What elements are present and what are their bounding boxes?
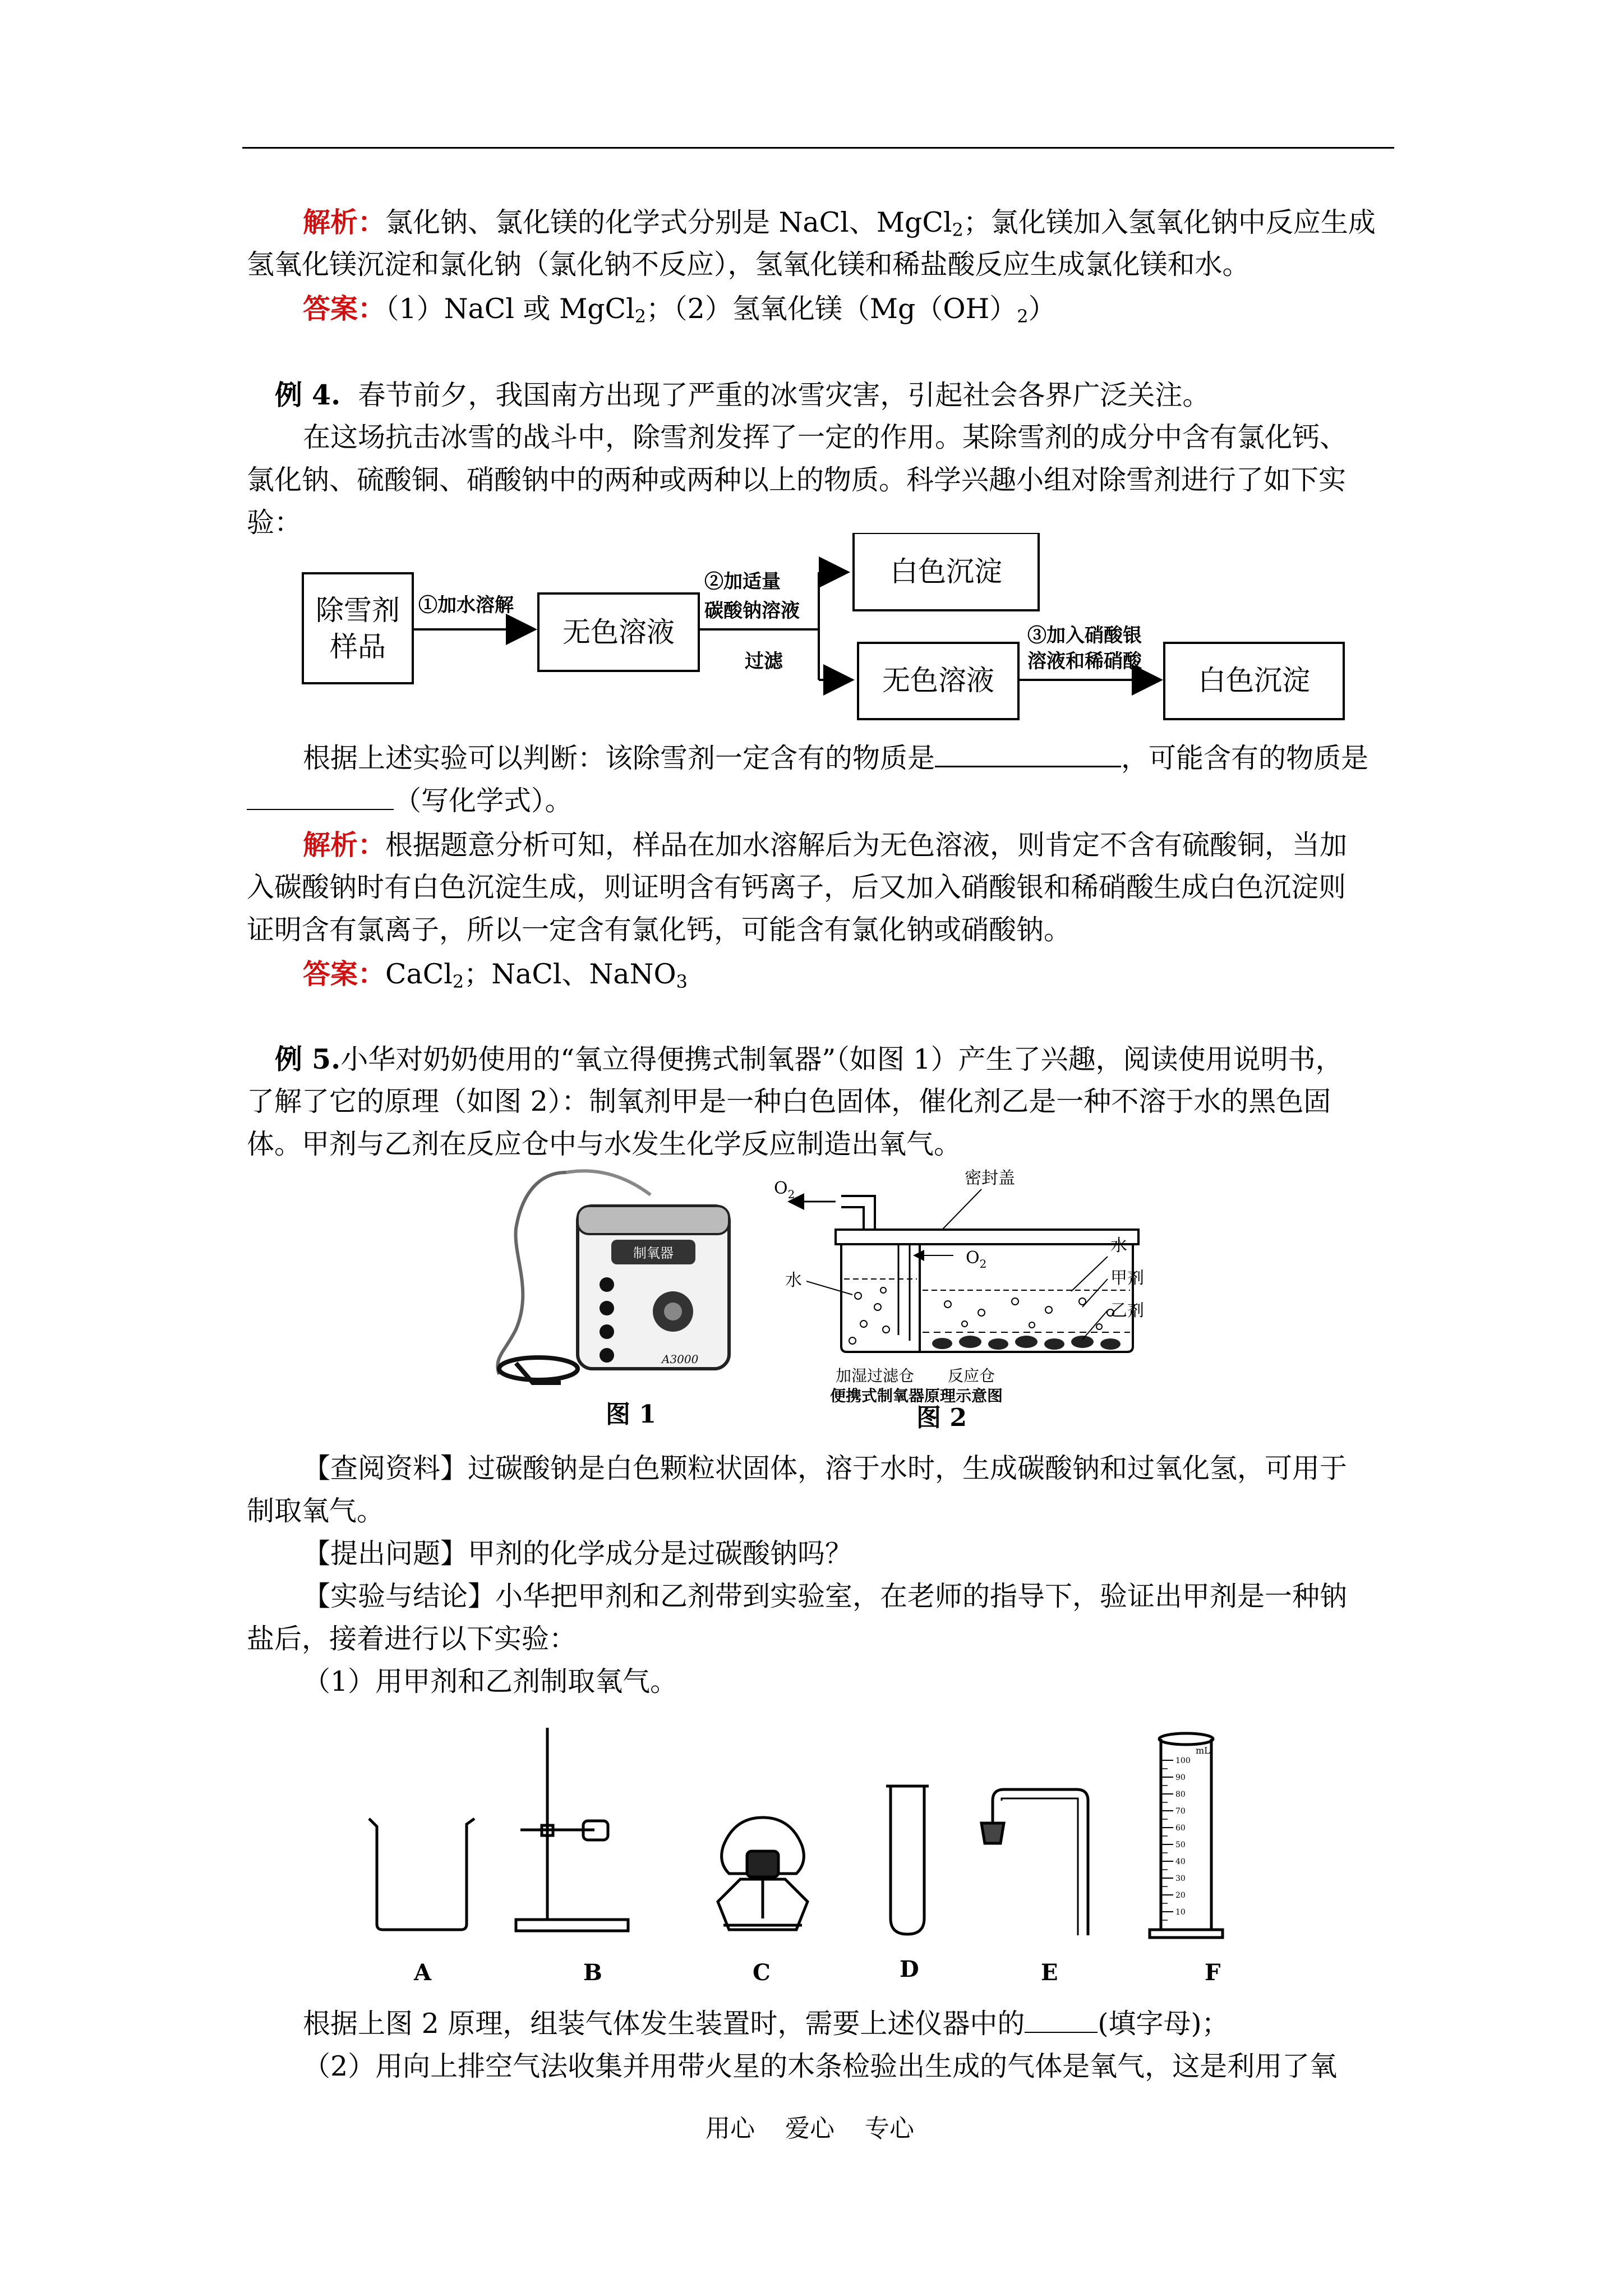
page-footer: 用心 爱心 专心 — [706, 2114, 914, 2143]
cylinder-tick-label: 60 — [1175, 1824, 1186, 1833]
figure-2-principle-diagram — [768, 1161, 1161, 1402]
ex4-paragraph-1: 在这场抗击冰雪的战斗中，除雪剂发挥了一定的作用。某除雪剂的成分中含有氯化钙、 — [303, 421, 1348, 453]
cylinder-tick-label: 30 — [1175, 1874, 1186, 1883]
answer-blank-1[interactable] — [935, 739, 1121, 767]
step-2-label-c: 过滤 — [745, 650, 783, 673]
experiment-flow-diagram — [292, 533, 1385, 740]
step-3-label-b: 溶液和稀硝酸 — [1027, 650, 1142, 673]
question-2-line: （2）用向上排空气法收集并用带火星的木条检验出生成的气体是氧气，这是利用了氧 — [303, 2050, 1338, 2082]
answer-line: 答案：（1）NaCl 或 MgCl$_2$；（2）氢氧化镁$(Mg(OH)_2)$ — [303, 292, 1056, 327]
seal-lid-label: 密封盖 — [965, 1168, 1015, 1188]
agent-a-label: 甲剂 — [1110, 1268, 1144, 1288]
figure-2-caption: 图 2 — [916, 1404, 967, 1432]
ex4-analysis-line-2: 入碳酸钠时有白色沉淀生成，则证明含有钙离子，后又加入硝酸银和稀硝酸生成白色沉淀则 — [247, 871, 1347, 903]
white-precipitate-label-1: 白色沉淀 — [890, 555, 1002, 588]
agent-b-label: 乙剂 — [1110, 1301, 1144, 1320]
experiment-line-2: 盐后，接着进行以下实验： — [247, 1623, 577, 1655]
step-2-label-b: 碳酸钠溶液 — [704, 600, 800, 622]
ex4-analysis-line-1: 解析：根据题意分析可知，样品在加水溶解后为无色溶液，则肯定不含有硫酸铜，当加 — [303, 829, 1348, 861]
answer-blank-3[interactable] — [1025, 2005, 1098, 2033]
cylinder-tick-label: 50 — [1175, 1841, 1186, 1849]
cylinder-tick-label: 100 — [1175, 1756, 1191, 1765]
cylinder-tick-label: 20 — [1175, 1891, 1186, 1900]
label-e: E — [1041, 1959, 1058, 1986]
ex4-answer-line: 答案：CaCl$_2$；NaCl、NaNO$_3$ — [303, 958, 688, 992]
humidifier-tank-label: 加湿过滤仓 — [836, 1366, 915, 1385]
ex4-paragraph-2: 氯化钠、硫酸铜、硝酸钠中的两种或两种以上的物质。科学兴趣小组对除雪剂进行了如下实 — [247, 464, 1347, 496]
label-c: C — [753, 1959, 771, 1986]
figure-1-oxygen-generator — [482, 1161, 751, 1397]
water-right-label: 水 — [1110, 1236, 1127, 1255]
info-line-2: 制取氧气。 — [247, 1495, 385, 1527]
info-line-1: 【查阅资料】过碳酸钠是白色颗粒状固体，溶于水时，生成碳酸钠和过氧化氢，可用于 — [303, 1452, 1348, 1484]
cylinder-tick-label: 90 — [1175, 1773, 1186, 1782]
ex4-question-line-2: （写化学式）。 — [247, 780, 573, 822]
alcohol-lamp-icon — [718, 1818, 808, 1930]
diagram-title: 便携式制氧器原理示意图 — [830, 1387, 1003, 1402]
step-2-label-a: ②加适量 — [704, 570, 781, 593]
colorless-solution-label-2: 无色溶液 — [882, 664, 994, 697]
experiment-line-1: 【实验与结论】小华把甲剂和乙剂带到实验室，在老师的指导下，验证出甲剂是一种钠 — [303, 1580, 1348, 1612]
colorless-solution-label-1: 无色溶液 — [562, 616, 675, 648]
apparatus-figure — [336, 1717, 1290, 1986]
ex4-analysis-line-3: 证明含有氯离子，所以一定含有氯化钙，可能含有氯化钠或硝酸钠。 — [247, 914, 1072, 946]
o2-inner-label: $O_2$ — [966, 1248, 987, 1271]
test-tube-icon — [891, 1786, 924, 1934]
cylinder-unit-label: mL — [1196, 1745, 1210, 1756]
step-3-label-a: ③加入硝酸银 — [1027, 624, 1142, 647]
sample-box-label-1: 除雪剂 — [316, 594, 400, 627]
device-model: A3000 — [662, 1352, 699, 1366]
sample-box — [303, 573, 413, 683]
ex4-question-line-1: 根据上述实验可以判断：该除雪剂一定含有的物质是 ，可能含有的物质是 — [303, 737, 1368, 780]
cylinder-scale — [1161, 1756, 1191, 1920]
iron-stand-icon — [516, 1920, 628, 1931]
figure-1-caption: 图 1 — [606, 1400, 656, 1429]
step-1-label: ①加水溶解 — [418, 594, 514, 616]
water-left-label: 水 — [785, 1271, 802, 1290]
stopper-tube-icon — [981, 1789, 1088, 1935]
cylinder-tick-label: 40 — [1175, 1857, 1186, 1866]
device-label: 制氧器 — [633, 1245, 674, 1261]
example-5-line-1: 例 5.小华对奶奶使用的“氧立得便携式制氧器”（如图 1）产生了兴趣，阅读使用说明书， — [275, 1043, 1343, 1075]
ex4-paragraph-3: 验： — [247, 507, 302, 539]
label-d: D — [900, 1956, 919, 1982]
sample-box-label-2: 样品 — [330, 631, 386, 663]
label-a: A — [414, 1959, 432, 1986]
cylinder-tick-label: 80 — [1175, 1790, 1186, 1799]
label-f: F — [1205, 1959, 1221, 1986]
example-4-title: 例 4. 春节前夕，我国南方出现了严重的冰雪灾害，引起社会各界广泛关注。 — [275, 379, 1210, 411]
header-rule — [242, 147, 1394, 149]
o2-out-label: $O_2$ — [774, 1179, 795, 1201]
cylinder-tick-label: 10 — [1175, 1908, 1186, 1917]
white-precipitate-label-2: 白色沉淀 — [1198, 664, 1310, 697]
analysis-line-2: 氢氧化镁沉淀和氯化钠（氯化钠不反应），氢氧化镁和稀盐酸反应生成氯化镁和水。 — [247, 249, 1250, 280]
beaker-icon — [369, 1819, 474, 1930]
reaction-tank-label: 反应仓 — [948, 1366, 995, 1385]
analysis-line-1: 解析：氯化钠、氯化镁的化学式分别是 NaCl、MgCl$_2$；氯化镁加入氢氧化钠中反应生成 — [303, 206, 1376, 241]
example-5-line-3: 体。甲剂与乙剂在反应仓中与水发生化学反应制造出氧气。 — [247, 1128, 962, 1160]
experiment-line-3: （1）用甲剂和乙剂制取氧气。 — [303, 1665, 678, 1697]
apparatus-question-line: 根据上图 2 原理，组装气体发生装置时，需要上述仪器中的 (填字母)； — [303, 2003, 1229, 2045]
answer-blank-2[interactable] — [247, 782, 394, 810]
question-line: 【提出问题】甲剂的化学成分是过碳酸钠吗？ — [303, 1538, 853, 1570]
example-5-line-2: 了解了它的原理（如图 2）：制氧剂甲是一种白色固体，催化剂乙是一种不溶于水的黑色固 — [247, 1085, 1331, 1117]
cylinder-tick-label: 70 — [1175, 1807, 1186, 1816]
label-b: B — [583, 1959, 602, 1986]
